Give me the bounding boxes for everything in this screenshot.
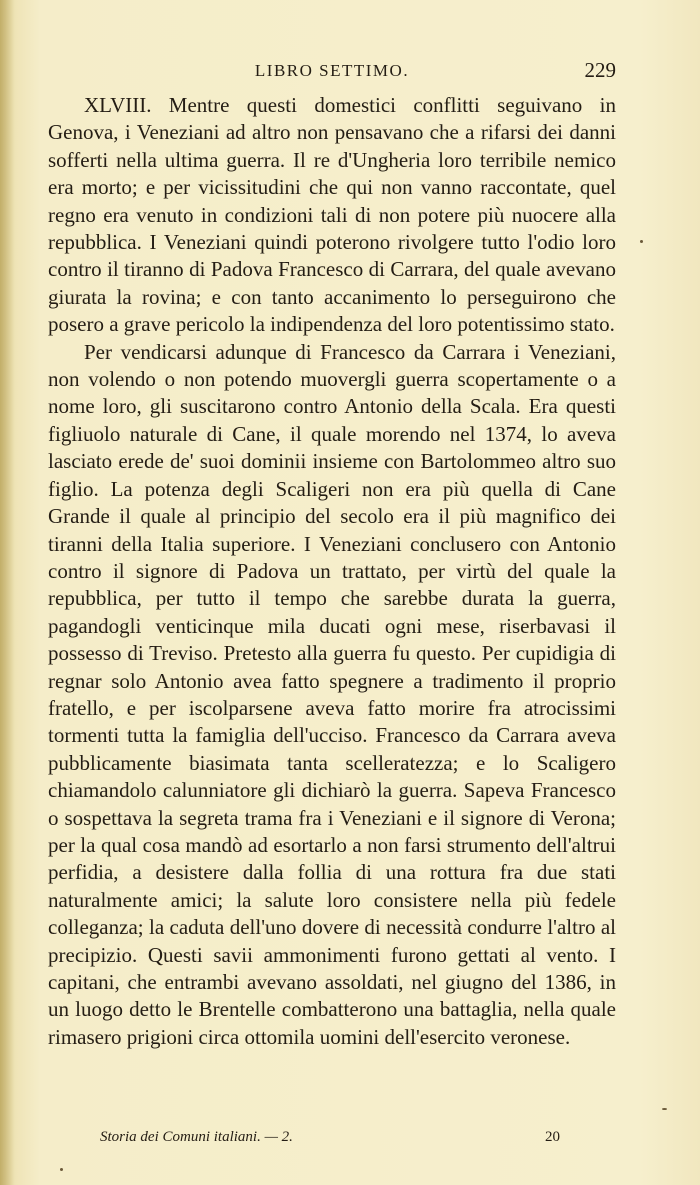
page-footer <box>100 1129 560 1151</box>
body-text <box>48 92 616 1051</box>
paper-speck <box>640 240 643 243</box>
paragraph: Per vendicarsi adunque di Francesco da Carrara i Veneziani, non volendo o non potendo muovergli guerra scopertamente o a nome loro, gli suscitarono contro Antonio della Scala. Era questi figliuolo naturale di Cane, il quale morendo nel 1374, lo aveva lasciato erede de' suoi dominii insieme con Bartolommeo altro suo figlio. La potenza degli Scaligeri non era più quella di Cane Grande il quale al principio del secolo era il più magnifico dei tiranni della Italia superiore. I Veneziani conclusero con Antonio contro il signore di Padova un trattato, per virtù del quale la repubblica, per tutto il tempo che sarebbe durata la guerra, pagandogli venticinque mila ducati ogni mese, riserbavasi il possesso di Treviso. Pretesto alla guerra fu questo. Per cupidigia di regnar solo Antonio avea fatto spegnere a tradimento il proprio fratello, e per iscolparsene aveva fatto morire fra atrocissimi tormenti tutta la famiglia dell'ucciso. Francesco da Carrara aveva pubblicamente biasimata tanta scelleratezza; e lo Scaligero chiamandolo calunniatore gli dichiarò la guerra. Sapeva Francesco o sospettava la segreta trama fra i Veneziani e il signore di Verona; per la qual cosa mandò ad esortarlo a non farsi strumento dell'altrui perfidia, a desistere dalla follia di una rottura fra due stati naturalmente amici; la salute loro consistere nella più fedele colleganza; la caduta dell'uno dovere di necessità condurre l'altro al precipizio. Questi savii ammonimenti furono gettati al vento. I capitani, che entrambi avevano assoldati, nel giugno del 1386, in un luogo detto le Brentelle combatterono una battaglia, nella quale rimasero prigioni circa ottomila uomini dell'esercito veronese. <box>48 339 616 1049</box>
page-gutter-shadow <box>0 0 14 1185</box>
paragraph: XLVIII. Mentre questi domestici conflitti seguivano in Genova, i Veneziani ad altro non pensavano che a rifarsi dei danni sofferti nella ultima guerra. Il re d'Ungheria loro terribile nemico era morto; e per vicissitudini che qui non vanno raccontate, quel regno era venuto in condizioni tali di non potere più nuocere alla repubblica. I Veneziani quindi poterono rivolgere tutto l'odio loro contro il tiranno di Padova Francesco di Carrara, del quale avevano giurata la rovina; e con tanto accanimento lo perseguirono che posero a grave pericolo la indipendenza del loro potentissimo stato. <box>48 93 616 337</box>
paper-speck <box>60 1168 63 1171</box>
paper-speck <box>662 1108 667 1110</box>
page-number: 229 <box>584 58 616 82</box>
signature-mark: 20 <box>545 1129 560 1145</box>
page-header <box>48 58 616 88</box>
running-head: LIBRO SETTIMO. <box>254 61 410 80</box>
footer-book-title: Storia dei Comuni italiani. — 2. <box>100 1129 293 1145</box>
